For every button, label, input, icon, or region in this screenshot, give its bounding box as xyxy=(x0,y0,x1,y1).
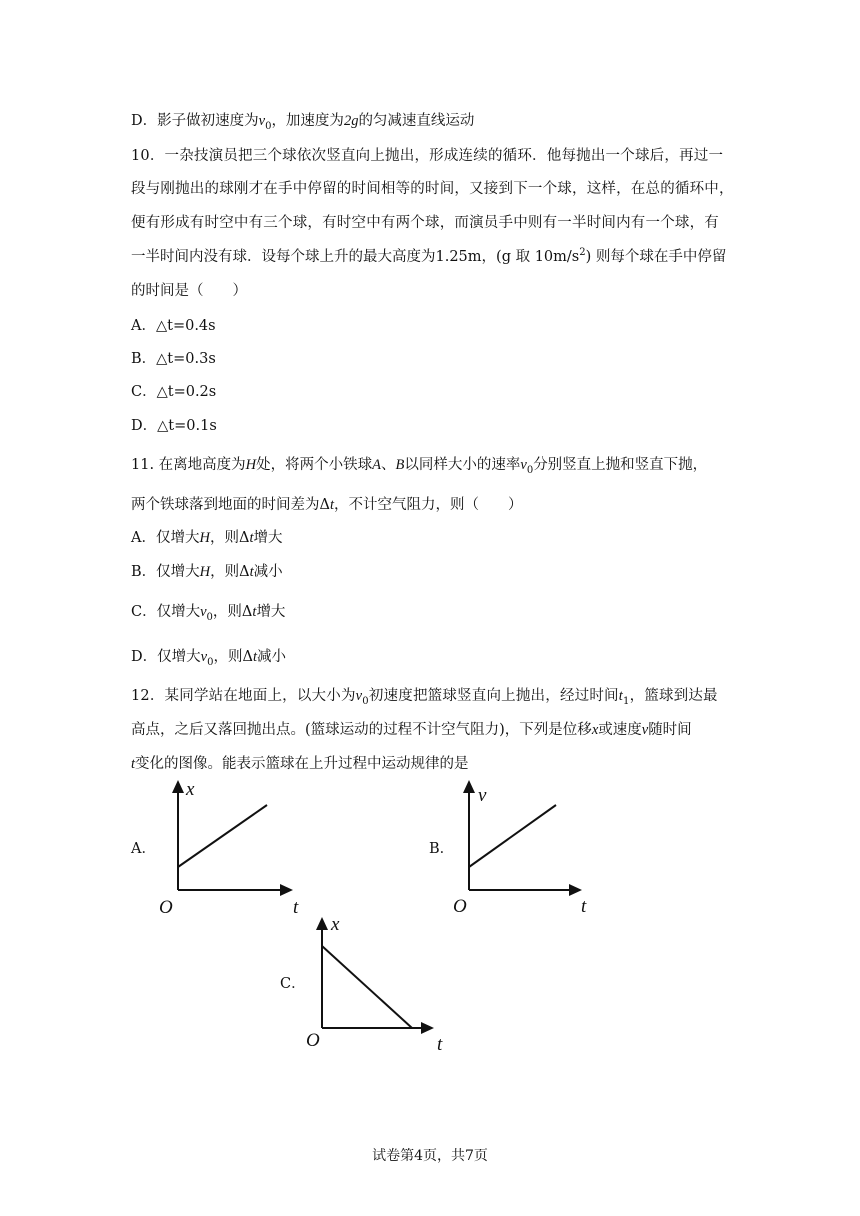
a-x-axis-label: t xyxy=(293,897,299,918)
q9-option-d: D．影子做初速度为$v_0$，加速度为2g的匀减速直线运动 xyxy=(131,113,475,132)
q12-line-3: t变化的图像。能表示篮球在上升过程中运动规律的是 xyxy=(131,756,469,772)
q10-option-a: A．△t=0.4s xyxy=(131,318,216,334)
b-y-axis-label: v xyxy=(478,785,487,806)
q10-option-d: D．△t=0.1s xyxy=(131,418,217,434)
c-y-axis-label: x xyxy=(331,914,340,935)
q11-option-a: A．仅增大H，则Δt增大 xyxy=(131,530,283,546)
b-x-axis-label: t xyxy=(581,896,587,917)
q11-line-1: 11. 在离地高度为H处，将两个小铁球A、B以同样大小的速率$v_0$分别竖直上抛和竖直下抛， xyxy=(131,457,708,476)
q12-option-a-label: A． xyxy=(131,841,156,857)
q12-option-c-graph xyxy=(300,910,460,1055)
q11-option-b: B．仅增大H，则Δt减小 xyxy=(131,564,283,580)
a-y-axis-label: x xyxy=(186,779,195,800)
a-origin-label: O xyxy=(159,897,173,918)
q10-line-5: 的时间是（ ） xyxy=(131,283,247,299)
q12-option-c-label: C． xyxy=(280,976,306,992)
q10-line-2: 段与刚抛出的球刚才在手中停留的时间相等的时间，又接到下一个球，这样，在总的循环中， xyxy=(131,181,734,197)
q11-line-2: 两个铁球落到地面的时间差为Δt，不计空气阻力，则（ ） xyxy=(131,497,523,513)
q12-option-a-graph xyxy=(155,775,305,920)
q10-option-b: B．△t=0.3s xyxy=(131,351,216,367)
c-x-axis-label: t xyxy=(437,1034,443,1055)
page-footer: 试卷第4页，共7页 xyxy=(372,1148,488,1164)
q11-option-d: D．仅增大$v_0$，则Δt减小 xyxy=(131,649,286,668)
q10-option-c: C．△t=0.2s xyxy=(131,384,217,400)
c-origin-label: O xyxy=(306,1030,320,1051)
q11-option-c: C．仅增大$v_0$，则Δt增大 xyxy=(131,604,286,623)
q10-line-1: 10．一杂技演员把三个球依次竖直向上抛出，形成连续的循环．他每抛出一个球后，再过一 xyxy=(131,148,724,164)
q12-line-2: 高点，之后又落回抛出点。(篮球运动的过程不计空气阻力)，下列是位移x或速度v随时间 xyxy=(131,722,692,738)
q12-option-b-label: B． xyxy=(429,841,455,857)
q10-line-4: 一半时间内没有球．设每个球上升的最大高度为1.25m，(g 取 $10m/s^2$) 则每个球在手中停留 xyxy=(131,247,727,265)
b-origin-label: O xyxy=(453,896,467,917)
q12-line-1: 12．某同学站在地面上，以大小为$v_0$初速度把篮球竖直向上抛出，经过时间$t_1$，篮球到达最 xyxy=(131,688,718,707)
q10-line-3: 便有形成有时空中有三个球，有时空中有两个球，而演员手中则有一半时间内有一个球，有 xyxy=(131,215,719,231)
q12-option-b-graph xyxy=(448,775,598,920)
